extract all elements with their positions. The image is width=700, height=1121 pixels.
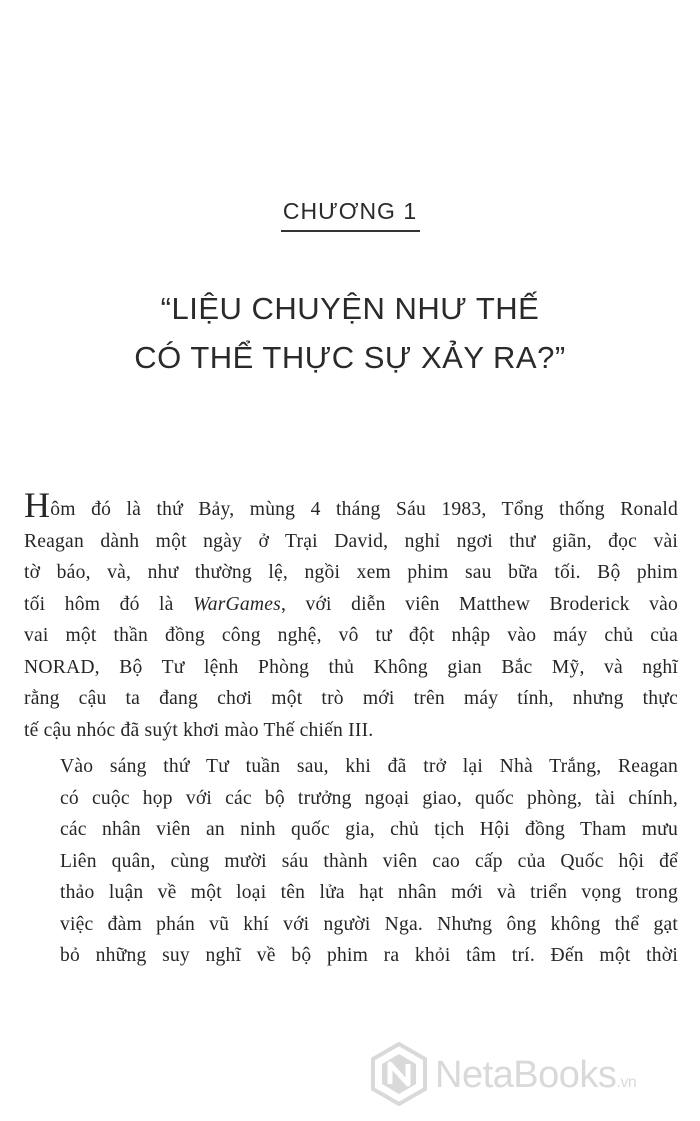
paragraph-line: thảo luận về một loại tên lửa hạt nhân mới và triển vọng trong: [60, 882, 678, 903]
paragraph-line: có cuộc họp với các bộ trưởng ngoại giao, quốc phòng, tài chính,: [60, 787, 678, 809]
paragraph-line: tờ báo, và, như thường lệ, ngồi xem phim sau bữa tối. Bộ phim: [24, 562, 678, 583]
netabooks-logo-icon: [367, 1042, 431, 1106]
chapter-title-line-1: “LIỆU CHUYỆN NHƯ THẾ: [160, 291, 540, 326]
paragraph-2: [24, 751, 678, 972]
chapter-title-line-2: CÓ THỂ THỰC SỰ XẢY RA?”: [134, 340, 566, 375]
paragraph-line: Hôm đó là thứ Bảy, mùng 4 tháng Sáu 1983, Tổng thống Ronald: [24, 485, 678, 525]
paragraph-line: NORAD, Bộ Tư lệnh Phòng thủ Không gian Bắc Mỹ, và nghĩ: [24, 656, 678, 678]
paragraph-line: vai một thần đồng công nghệ, vô tư đột nhập vào máy chủ của: [24, 625, 678, 646]
paragraph-line: bỏ những suy nghĩ về bộ phim ra khỏi tâm trí. Đến một thời: [60, 945, 678, 966]
chapter-label: CHƯƠNG 1: [282, 198, 418, 224]
chapter-underline: [281, 230, 420, 232]
film-title: WarGames: [192, 593, 281, 615]
drop-cap: H: [24, 485, 51, 525]
netabooks-watermark: [367, 1040, 687, 1116]
paragraph-line: Liên quân, cùng mười sáu thành viên cao cấp của Quốc hội để: [60, 850, 678, 872]
paragraph-line: Reagan dành một ngày ở Trại David, nghỉ ngơi thư giãn, đọc vài: [24, 530, 678, 552]
paragraph-line: Vào sáng thứ Tư tuần sau, khi đã trở lại Nhà Trắng, Reagan: [60, 756, 678, 777]
paragraph-1: [24, 485, 678, 746]
chapter-title: [0, 284, 700, 382]
watermark-brand: NetaBooks.vn: [435, 1054, 637, 1096]
paragraph-line: việc đàm phán vũ khí với người Nga. Nhưng ông không thể gạt: [60, 913, 678, 935]
paragraph-line: tối hôm đó là WarGames, với diễn viên Matthew Broderick vào: [24, 593, 678, 615]
paragraph-line: các nhân viên an ninh quốc gia, chủ tịch Hội đồng Tham mưu: [60, 819, 678, 840]
paragraph-line: tế cậu nhóc đã suýt khơi mào Thế chiến III.: [24, 719, 374, 741]
paragraph-line: rằng cậu ta đang chơi một trò mới trên máy tính, nhưng thực: [24, 688, 678, 709]
body-text: [24, 485, 678, 972]
